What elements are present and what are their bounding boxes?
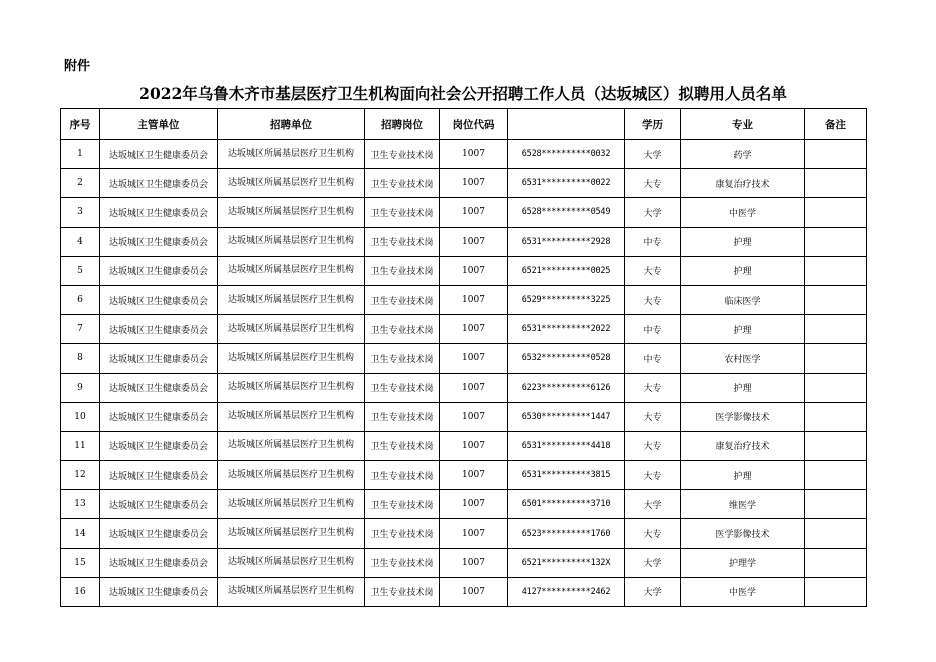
cell-code: 1007 [440,577,508,606]
cell-seq: 2 [61,169,100,198]
cell-major: 临床医学 [681,285,805,314]
cell-code: 1007 [440,548,508,577]
table-row [61,140,867,169]
table-row [61,373,867,402]
cell-post: 卫生专业技术岗 [365,577,440,606]
cell-code: 1007 [440,344,508,373]
cell-major: 中医学 [681,198,805,227]
cell-education: 大学 [625,577,681,606]
cell-code: 1007 [440,519,508,548]
cell-major: 康复治疗技术 [681,431,805,460]
cell-post: 卫生专业技术岗 [365,461,440,490]
cell-seq: 9 [61,373,100,402]
cell-dept: 达坂城区卫生健康委员会 [100,373,218,402]
cell-note [805,548,867,577]
cell-id-number: 6523**********1760 [508,519,625,548]
cell-unit: 达坂城区所属基层医疗卫生机构 [218,256,365,285]
cell-id-number: 6521**********132X [508,548,625,577]
cell-education: 中专 [625,344,681,373]
header-post: 招聘岗位 [365,109,440,140]
cell-seq: 11 [61,431,100,460]
cell-post: 卫生专业技术岗 [365,490,440,519]
cell-education: 大专 [625,402,681,431]
cell-major: 农村医学 [681,344,805,373]
cell-code: 1007 [440,461,508,490]
cell-post: 卫生专业技术岗 [365,373,440,402]
cell-dept: 达坂城区卫生健康委员会 [100,140,218,169]
cell-unit: 达坂城区所属基层医疗卫生机构 [218,373,365,402]
cell-unit: 达坂城区所属基层医疗卫生机构 [218,315,365,344]
cell-unit: 达坂城区所属基层医疗卫生机构 [218,198,365,227]
cell-id-number: 6528**********0032 [508,140,625,169]
cell-unit: 达坂城区所属基层医疗卫生机构 [218,431,365,460]
table-body [61,140,867,607]
table-row [61,461,867,490]
document-title: 2022年乌鲁木齐市基层医疗卫生机构面向社会公开招聘工作人员（达坂城区）拟聘用人员名单 [139,84,787,103]
cell-post: 卫生专业技术岗 [365,402,440,431]
cell-major: 医学影像技术 [681,402,805,431]
cell-note [805,227,867,256]
cell-education: 大专 [625,461,681,490]
cell-unit: 达坂城区所属基层医疗卫生机构 [218,227,365,256]
cell-post: 卫生专业技术岗 [365,519,440,548]
cell-code: 1007 [440,140,508,169]
cell-education: 大专 [625,169,681,198]
cell-code: 1007 [440,373,508,402]
cell-id-number: 6530**********1447 [508,402,625,431]
cell-dept: 达坂城区卫生健康委员会 [100,344,218,373]
table-row [61,285,867,314]
cell-post: 卫生专业技术岗 [365,198,440,227]
cell-id-number: 6521**********0025 [508,256,625,285]
cell-education: 大学 [625,548,681,577]
cell-seq: 8 [61,344,100,373]
header-code: 岗位代码 [440,109,508,140]
table-header-row [61,109,867,140]
cell-code: 1007 [440,169,508,198]
table-row [61,577,867,606]
cell-unit: 达坂城区所属基层医疗卫生机构 [218,402,365,431]
cell-seq: 10 [61,402,100,431]
cell-post: 卫生专业技术岗 [365,285,440,314]
cell-seq: 6 [61,285,100,314]
cell-id-number: 6531**********0022 [508,169,625,198]
cell-post: 卫生专业技术岗 [365,344,440,373]
cell-education: 大学 [625,198,681,227]
cell-note [805,577,867,606]
cell-dept: 达坂城区卫生健康委员会 [100,577,218,606]
table-row [61,344,867,373]
cell-note [805,519,867,548]
table-row [61,490,867,519]
cell-unit: 达坂城区所属基层医疗卫生机构 [218,140,365,169]
table-row [61,198,867,227]
cell-note [805,373,867,402]
cell-code: 1007 [440,198,508,227]
cell-major: 药学 [681,140,805,169]
cell-seq: 15 [61,548,100,577]
cell-seq: 16 [61,577,100,606]
cell-note [805,256,867,285]
cell-post: 卫生专业技术岗 [365,140,440,169]
cell-dept: 达坂城区卫生健康委员会 [100,256,218,285]
cell-id-number: 6531**********4418 [508,431,625,460]
cell-dept: 达坂城区卫生健康委员会 [100,461,218,490]
cell-unit: 达坂城区所属基层医疗卫生机构 [218,169,365,198]
cell-unit: 达坂城区所属基层医疗卫生机构 [218,519,365,548]
cell-major: 中医学 [681,577,805,606]
cell-unit: 达坂城区所属基层医疗卫生机构 [218,461,365,490]
cell-id-number: 6223**********6126 [508,373,625,402]
cell-unit: 达坂城区所属基层医疗卫生机构 [218,490,365,519]
cell-unit: 达坂城区所属基层医疗卫生机构 [218,285,365,314]
cell-code: 1007 [440,402,508,431]
cell-seq: 1 [61,140,100,169]
cell-education: 大专 [625,519,681,548]
cell-dept: 达坂城区卫生健康委员会 [100,285,218,314]
cell-note [805,431,867,460]
header-unit: 招聘单位 [218,109,365,140]
table-row [61,548,867,577]
cell-code: 1007 [440,315,508,344]
recruitment-table [60,108,867,607]
cell-seq: 3 [61,198,100,227]
cell-unit: 达坂城区所属基层医疗卫生机构 [218,548,365,577]
cell-note [805,169,867,198]
cell-major: 康复治疗技术 [681,169,805,198]
cell-major: 护理 [681,373,805,402]
cell-dept: 达坂城区卫生健康委员会 [100,490,218,519]
cell-education: 中专 [625,315,681,344]
cell-note [805,402,867,431]
header-major: 专业 [681,109,805,140]
cell-education: 大专 [625,373,681,402]
cell-seq: 12 [61,461,100,490]
cell-id-number: 4127**********2462 [508,577,625,606]
cell-note [805,490,867,519]
cell-dept: 达坂城区卫生健康委员会 [100,227,218,256]
cell-unit: 达坂城区所属基层医疗卫生机构 [218,344,365,373]
table-row [61,169,867,198]
table-row [61,256,867,285]
cell-code: 1007 [440,490,508,519]
header-edu: 学历 [625,109,681,140]
cell-education: 大学 [625,490,681,519]
cell-post: 卫生专业技术岗 [365,227,440,256]
cell-dept: 达坂城区卫生健康委员会 [100,198,218,227]
cell-seq: 4 [61,227,100,256]
cell-id-number: 6501**********3710 [508,490,625,519]
header-seq: 序号 [61,109,100,140]
cell-id-number: 6532**********0528 [508,344,625,373]
cell-id-number: 6531**********2928 [508,227,625,256]
cell-dept: 达坂城区卫生健康委员会 [100,548,218,577]
cell-education: 大专 [625,256,681,285]
cell-note [805,315,867,344]
cell-major: 护理 [681,256,805,285]
cell-education: 大专 [625,431,681,460]
cell-post: 卫生专业技术岗 [365,169,440,198]
cell-education: 大专 [625,285,681,314]
table-row [61,227,867,256]
table-row [61,315,867,344]
table-row [61,431,867,460]
cell-note [805,285,867,314]
header-note: 备注 [805,109,867,140]
cell-note [805,344,867,373]
table-row [61,402,867,431]
cell-major: 护理 [681,227,805,256]
cell-education: 大学 [625,140,681,169]
cell-dept: 达坂城区卫生健康委员会 [100,402,218,431]
cell-major: 护理 [681,461,805,490]
cell-note [805,461,867,490]
cell-seq: 7 [61,315,100,344]
cell-post: 卫生专业技术岗 [365,256,440,285]
cell-id-number: 6531**********3815 [508,461,625,490]
attachment-label: 附件 [64,59,91,74]
header-dept: 主管单位 [100,109,218,140]
cell-id-number: 6531**********2022 [508,315,625,344]
cell-dept: 达坂城区卫生健康委员会 [100,431,218,460]
cell-code: 1007 [440,431,508,460]
cell-seq: 5 [61,256,100,285]
cell-dept: 达坂城区卫生健康委员会 [100,519,218,548]
cell-code: 1007 [440,227,508,256]
cell-major: 医学影像技术 [681,519,805,548]
table-row [61,519,867,548]
cell-note [805,140,867,169]
cell-code: 1007 [440,256,508,285]
cell-post: 卫生专业技术岗 [365,431,440,460]
cell-major: 护理 [681,315,805,344]
cell-seq: 14 [61,519,100,548]
cell-post: 卫生专业技术岗 [365,315,440,344]
cell-seq: 13 [61,490,100,519]
cell-id-number: 6529**********3225 [508,285,625,314]
cell-major: 护理学 [681,548,805,577]
cell-note [805,198,867,227]
header-id [508,109,625,140]
cell-post: 卫生专业技术岗 [365,548,440,577]
cell-id-number: 6528**********0549 [508,198,625,227]
cell-major: 维医学 [681,490,805,519]
cell-dept: 达坂城区卫生健康委员会 [100,169,218,198]
cell-education: 中专 [625,227,681,256]
cell-code: 1007 [440,285,508,314]
cell-unit: 达坂城区所属基层医疗卫生机构 [218,577,365,606]
cell-dept: 达坂城区卫生健康委员会 [100,315,218,344]
